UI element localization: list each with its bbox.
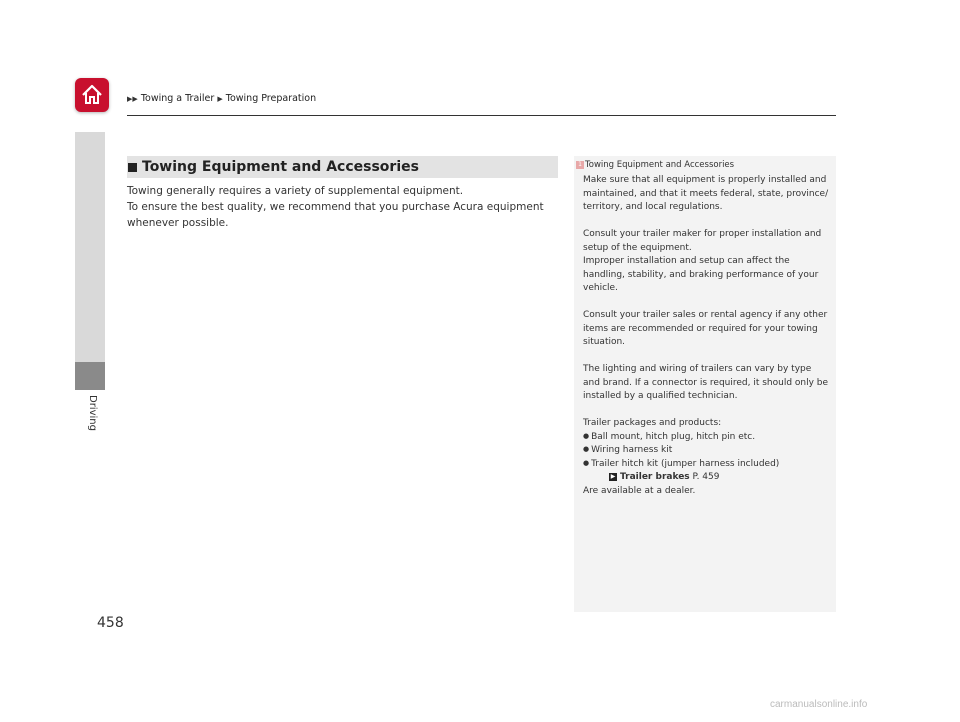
home-button[interactable] xyxy=(75,78,109,112)
sidebar-body xyxy=(583,174,831,498)
cross-reference-link[interactable] xyxy=(583,471,831,485)
home-icon xyxy=(79,82,105,108)
header-divider xyxy=(127,115,836,116)
section-heading xyxy=(127,156,558,178)
sidebar-paragraph: Make sure that all equipment is properly installed and maintained, and that it meets federal, state, province/ territory, and local regulations. xyxy=(583,175,829,212)
section-heading-text: Towing Equipment and Accessories xyxy=(142,159,419,175)
watermark: carmanualsonline.info xyxy=(770,699,868,710)
body-paragraph: Towing generally requires a variety of supplemental equipment. xyxy=(127,185,464,197)
breadcrumb-item-towing-a-trailer[interactable]: Towing a Trailer xyxy=(140,93,215,104)
breadcrumb-item-towing-preparation[interactable]: Towing Preparation xyxy=(225,93,317,104)
side-tab-driving[interactable] xyxy=(75,362,105,390)
side-tab-label: Driving xyxy=(87,395,98,431)
sidebar-bullet: ● Ball mount, hitch plug, hitch pin etc. xyxy=(583,431,831,445)
sidebar-bullet: ● Wiring harness kit xyxy=(583,444,831,458)
note-marker-icon: 1 xyxy=(576,161,584,169)
breadcrumb-arrow-icon: ▶▶ xyxy=(127,95,138,103)
sidebar-paragraph: The lighting and wiring of trailers can vary by type and brand. If a connector is required, it should only be installed by a qualified technician. xyxy=(583,364,829,401)
sidebar-bullet: ● Trailer hitch kit (jumper harness included) xyxy=(583,458,831,472)
body-paragraph: To ensure the best quality, we recommend that you purchase Acura equipment whenever possible. xyxy=(127,201,544,229)
breadcrumb xyxy=(127,93,316,104)
sidebar-paragraph: Improper installation and setup can affect the handling, stability, and braking performance of your vehicle. xyxy=(583,256,819,293)
heading-square-icon xyxy=(128,163,137,172)
page-number: 458 xyxy=(97,615,124,631)
sidebar-paragraph: Consult your trailer maker for proper installation and setup of the equipment. xyxy=(583,229,822,253)
breadcrumb-arrow-icon: ▶ xyxy=(217,95,223,103)
reference-title: Trailer brakes xyxy=(620,472,690,482)
sidebar-notes xyxy=(574,156,836,612)
reference-arrow-icon: ▶ xyxy=(610,472,616,480)
sidebar-closing: Are available at a dealer. xyxy=(583,485,696,496)
sidebar-title xyxy=(576,159,734,173)
sidebar-paragraph: Consult your trailer sales or rental agency if any other items are recommended or required for your towing situation. xyxy=(583,310,828,347)
sidebar-title-text: Towing Equipment and Accessories xyxy=(585,160,735,170)
reference-page: P. 459 xyxy=(692,472,720,482)
section-body xyxy=(127,183,562,231)
sidebar-packages-intro: Trailer packages and products: xyxy=(583,418,722,428)
side-tab-inactive xyxy=(75,132,105,362)
